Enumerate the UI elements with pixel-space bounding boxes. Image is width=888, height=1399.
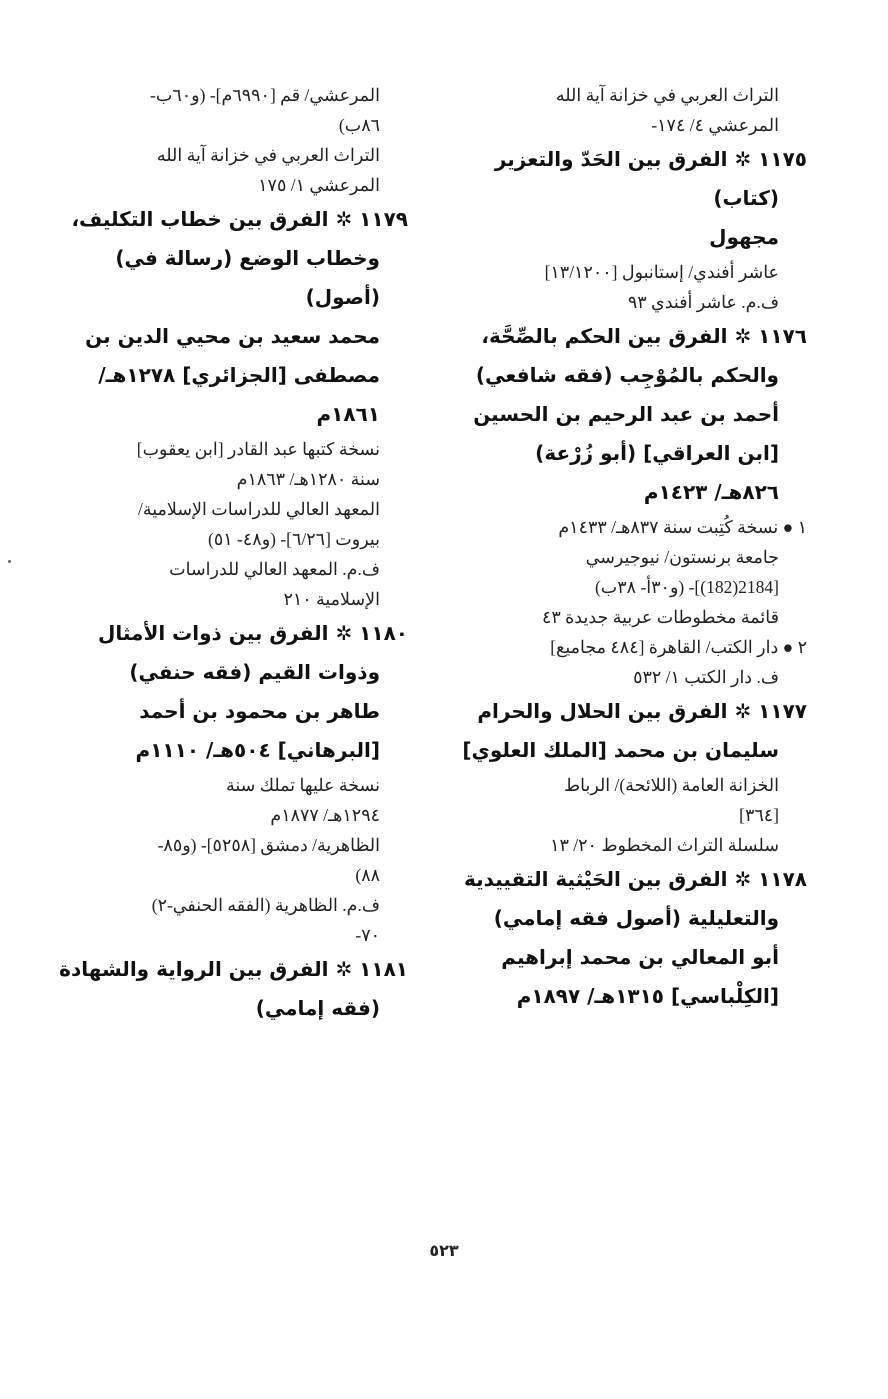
entry-detail-line: المعهد العالي للدراسات الإسلامية/ — [138, 499, 380, 519]
entry-heading-line: أبو المعالي بن محمد إبراهيم — [501, 945, 779, 969]
entry-detail-line: نسخة عليها تملك سنة — [225, 775, 380, 795]
entry-heading-line: طاهر بن محمود بن أحمد — [139, 699, 380, 723]
entry-heading-line: مصطفى [الجزائري] ١٢٧٨هـ/ — [98, 363, 380, 387]
entry-detail-line: ٧٠- — [355, 925, 380, 945]
entry-heading-line: ١١٧٩ ✲ الفرق بين خطاب التكليف، — [71, 207, 408, 231]
entry-heading-line: محمد سعيد بن محيي الدين بن — [85, 324, 380, 348]
entry-heading-line: أحمد بن عبد الرحيم بن الحسين — [473, 402, 779, 426]
entry-heading-line: (فقه إمامي) — [255, 996, 380, 1020]
entry-heading-line: [الكِلْباسي] ١٣١٥هـ/ ١٨٩٧م — [516, 984, 779, 1008]
entry-detail-line: التراث العربي في خزانة آية الله — [555, 85, 779, 105]
entry-detail-line: بيروت [٦/٢٦]- (و٤٨- ٥١) — [208, 529, 380, 549]
entry-detail-line: [2184(182)]- (و٣٠أ- ٣٨ب) — [594, 577, 779, 597]
entry-detail-line: سنة ١٢٨٠هـ/ ١٨٦٣م — [236, 469, 380, 489]
entry-heading-line: والحكم بالمُوْجِب (فقه شافعي) — [475, 363, 779, 387]
entry-detail-line: سلسلة التراث المخطوط ٢٠/ ١٣ — [550, 835, 779, 855]
entry-heading-line: [ابن العراقي] (أبو زُرْعة) — [535, 441, 779, 465]
entry-detail-line: ف. دار الكتب ١/ ٥٣٢ — [633, 667, 779, 687]
right-column — [455, 80, 807, 1016]
entry-detail-line: ١ ● نسخة كُتِبت سنة ٨٣٧هـ/ ١٤٣٣م — [558, 517, 807, 537]
entry-heading-line: ٨٢٦هـ/ ١٤٢٣م — [643, 480, 779, 504]
entry-heading-line: ١١٧٧ ✲ الفرق بين الحلال والحرام — [477, 699, 807, 723]
entry-detail-line: الخزانة العامة (اللائحة)/ الرباط — [563, 775, 779, 795]
entry-detail-line: ١٢٩٤هـ/ ١٨٧٧م — [270, 805, 380, 825]
entry-detail-line: جامعة برنستون/ نيوجيرسي — [585, 547, 779, 567]
entry-heading-line: ١١٧٥ ✲ الفرق بين الحَدّ والتعزير — [494, 147, 807, 171]
scan-speck — [8, 560, 11, 563]
entry-heading-line: وذوات القيم (فقه حنفي) — [129, 660, 380, 684]
entry-detail-line: قائمة مخطوطات عربية جديدة ٤٣ — [541, 607, 779, 627]
entry-heading-line: ١١٧٦ ✲ الفرق بين الحكم بالصِّحَّة، — [481, 324, 807, 348]
entry-detail-line: ٢ ● دار الكتب/ القاهرة [٤٨٤ مجاميع] — [550, 637, 807, 657]
entry-detail-line: ٨٦ب) — [338, 115, 380, 135]
entry-detail-line: [٣٦٤] — [739, 805, 779, 825]
entry-detail-line: المرعشي/ قم [٦٩٩٠م]- (و٦٠ب- — [150, 85, 380, 105]
entry-heading-line: والتعليلية (أصول فقه إمامي) — [493, 906, 779, 930]
entry-detail-line: ٨٨) — [355, 865, 380, 885]
entry-heading-line: ١١٨٠ ✲ الفرق بين ذوات الأمثال — [98, 621, 408, 645]
entry-heading-line: ١٨٦١م — [316, 402, 380, 426]
entry-heading-line: مجهول — [709, 225, 779, 249]
entry-heading-line: ١١٧٨ ✲ الفرق بين الحَيْثية التقييدية — [464, 867, 807, 891]
entry-heading-line: ١١٨١ ✲ الفرق بين الرواية والشهادة — [59, 957, 408, 981]
entry-detail-line: ف.م. عاشر أفندي ٩٣ — [627, 292, 779, 312]
entry-heading-line: [البرهاني] ٥٠٤هـ/ ١١١٠م — [135, 738, 380, 762]
entry-heading-line: وخطاب الوضع (رسالة في) — [115, 246, 380, 270]
entry-detail-line: ف.م. المعهد العالي للدراسات — [169, 559, 380, 579]
page-number: ٥٢٣ — [429, 1241, 459, 1260]
entry-detail-line: الإسلامية ٢١٠ — [283, 589, 380, 609]
entry-heading-line: (أصول) — [305, 285, 380, 309]
entry-detail-line: ف.م. الظاهرية (الفقه الحنفي-٢) — [151, 895, 380, 915]
left-column — [56, 80, 408, 1028]
entry-detail-line: التراث العربي في خزانة آية الله — [156, 145, 380, 165]
entry-detail-line: المرعشي ١/ ١٧٥ — [258, 175, 380, 195]
entry-detail-line: الظاهرية/ دمشق [٥٢٥٨]- (و٨٥- — [157, 835, 380, 855]
entry-heading-line: سليمان بن محمد [الملك العلوي] — [462, 738, 779, 762]
entry-detail-line: نسخة كتبها عبد القادر [ابن يعقوب] — [136, 439, 380, 459]
entry-detail-line: عاشر أفندي/ إستانبول [١٣/١٢٠٠] — [544, 262, 779, 282]
entry-heading-line: (كتاب) — [713, 186, 779, 210]
entry-detail-line: المرعشي ٤/ ١٧٤- — [651, 115, 779, 135]
